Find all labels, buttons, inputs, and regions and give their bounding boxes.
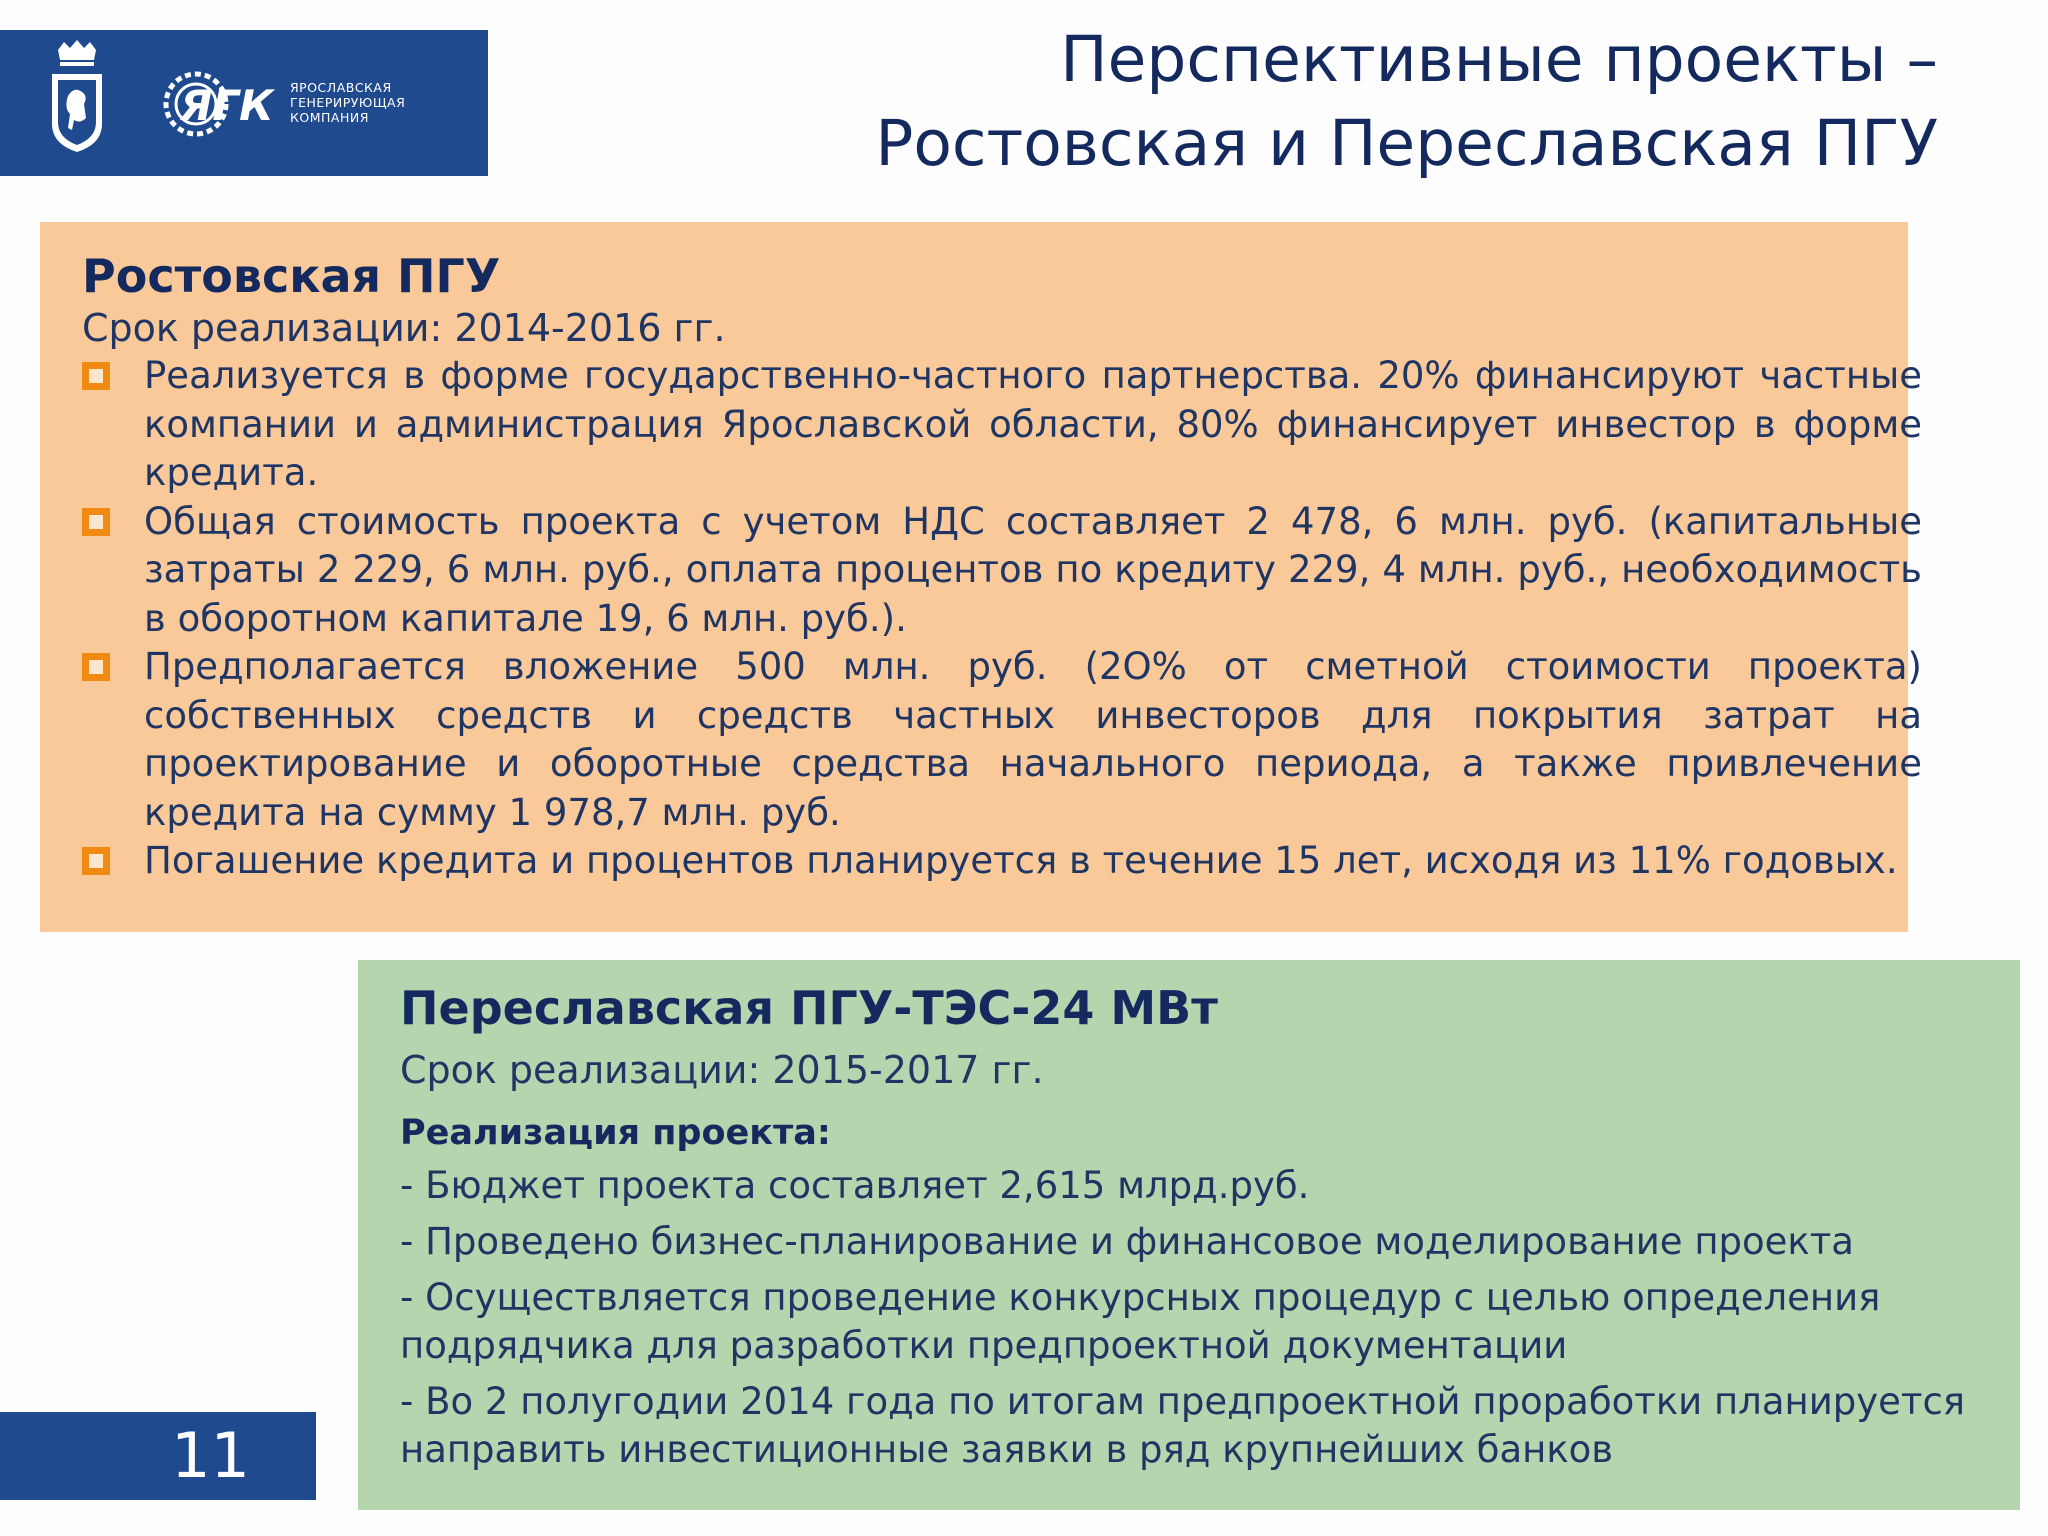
company-name-line: ГЕНЕРИРУЮЩАЯ [290,95,406,110]
pereslavl-item: - Во 2 полугодии 2014 года по итогам предпроектной проработки планируется направить инвестиционные заявки в ряд крупнейших банков [400,1380,1966,1471]
pereslavl-item-list [400,1162,2000,1482]
rostov-bullet-list [82,352,1922,886]
logo-bar [0,30,488,176]
company-logo-icon [160,64,282,144]
pereslavl-item: - Осуществляется проведение конкурсных процедур с целью определения подрядчика для разработки предпроектной документации [400,1276,1881,1367]
implementation-heading: Реализация проекта: [400,1113,831,1153]
square-bullet-icon [82,653,110,681]
rostov-title: Ростовская ПГУ [82,249,501,303]
company-name-line: ЯРОСЛАВСКАЯ [290,80,392,95]
bullet-text: Реализуется в форме государственно-частного партнерства. 20% финансируют частные компании и администрация Ярославской области, 80% финансирует инвестор в форме кредита. [144,354,1922,494]
page-title [875,18,1938,186]
square-bullet-icon [82,362,110,390]
bullet-text: Предполагается вложение 500 млн. руб. (2О% от сметной стоимости проекта) собственных средств и средств частных инвесторов для покрытия затрат на проектирование и оборотные средства начального периода, а также привлечение кредита на сумму 1 978,7 млн. руб. [144,645,1922,834]
pereslavl-section [358,960,2020,1510]
rostov-bullet-item [82,643,1922,837]
page-number: 11 [171,1419,250,1492]
pereslavl-item: - Проведено бизнес-планирование и финансовое моделирование проекта [400,1220,1854,1263]
rostov-bullet-item [82,498,1922,644]
square-bullet-icon [82,847,110,875]
company-name [290,80,480,125]
pereslavl-title: Переславская ПГУ-ТЭС-24 МВт [400,981,1218,1035]
rostov-section [40,222,1922,932]
bullet-text: Погашение кредита и процентов планируется в течение 15 лет, исходя из 11% годовых. [144,839,1898,882]
pereslavl-term: Срок реализации: 2015-2017 гг. [400,1048,1044,1092]
page-title-line-2: Ростовская и Переславская ПГУ [875,107,1938,180]
logo-mark-text: ЯГК [180,81,274,130]
company-name-line: КОМПАНИЯ [290,110,369,125]
pereslavl-item: - Бюджет проекта составляет 2,615 млрд.руб. [400,1164,1310,1207]
rostov-bullet-item [82,352,1922,498]
square-bullet-icon [82,508,110,536]
rostov-bullet-item [82,837,1922,886]
bullet-text: Общая стоимость проекта с учетом НДС составляет 2 478, 6 млн. руб. (капитальные затраты 2 229, 6 млн. руб., оплата процентов по кредиту 229, 4 млн. руб., необходимость в оборотном капитале 19, 6 млн. руб.). [144,499,1922,640]
rostov-term: Срок реализации: 2014-2016 гг. [82,306,726,350]
page-number-badge [0,1412,316,1500]
coat-of-arms-icon [46,38,108,156]
page-title-line-1: Перспективные проекты – [1060,23,1938,96]
